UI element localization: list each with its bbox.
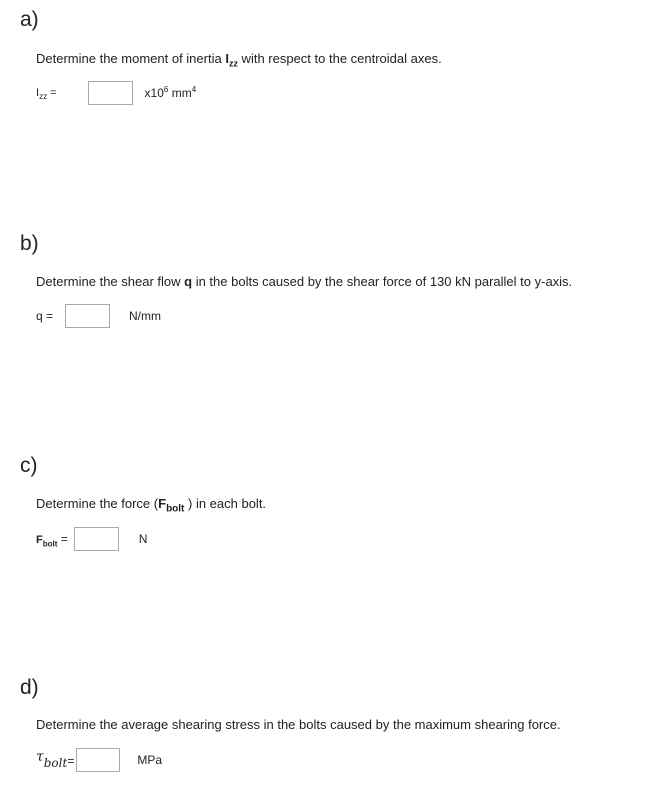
section-c-question-after: ) in each bolt. (184, 496, 267, 511)
section-a-question (36, 51, 442, 69)
fbolt-label: $F_{bolt}$ = (36, 532, 68, 549)
section-a-question-before: Determine the moment of inertia (36, 51, 226, 66)
section-c-answer-row (36, 527, 147, 551)
q-input[interactable] (65, 304, 110, 328)
section-c-question-before: Determine the force ( (36, 496, 159, 511)
q-label: q = (36, 309, 54, 323)
tau-bolt-input[interactable] (76, 748, 120, 772)
section-a-question-symbol: $I_{zz}$ (225, 51, 238, 69)
section-d-label: d) (20, 676, 39, 699)
section-b-question-symbol: q (184, 274, 193, 289)
izz-label: $I_{zz}$ = (36, 87, 57, 102)
q-unit: N/mm (129, 309, 162, 323)
section-a-question-after: with respect to the centroidal axes. (237, 51, 442, 66)
section-b-question (36, 275, 572, 288)
section-b-label: b) (20, 232, 39, 255)
tau-symbol: τ (36, 749, 44, 765)
fbolt-unit: N (138, 532, 148, 546)
section-a-answer-row (36, 81, 196, 105)
izz-input[interactable] (88, 81, 133, 105)
section-d-answer-row (36, 748, 162, 772)
section-b-answer-row (36, 304, 161, 328)
section-c-question-symbol: $F_{bolt}$ (158, 496, 185, 515)
section-c-label: c) (20, 454, 38, 477)
tau-bolt-label: τbolt= (36, 749, 75, 770)
section-c-question (36, 496, 267, 515)
section-b-question-after: in the bolts caused by the shear force of 130 kN parallel to y-axis. (192, 274, 573, 289)
tau-bolt-unit: MPa (137, 753, 163, 767)
section-b-question-before: Determine the shear flow (36, 274, 185, 289)
izz-unit: $x10^6$ $mm^4$ (144, 85, 197, 100)
section-a-label: a) (20, 8, 39, 31)
fbolt-input[interactable] (74, 527, 119, 551)
section-d-question: Determine the average shearing stress in the bolts caused by the maximum shearing force. (36, 717, 561, 732)
